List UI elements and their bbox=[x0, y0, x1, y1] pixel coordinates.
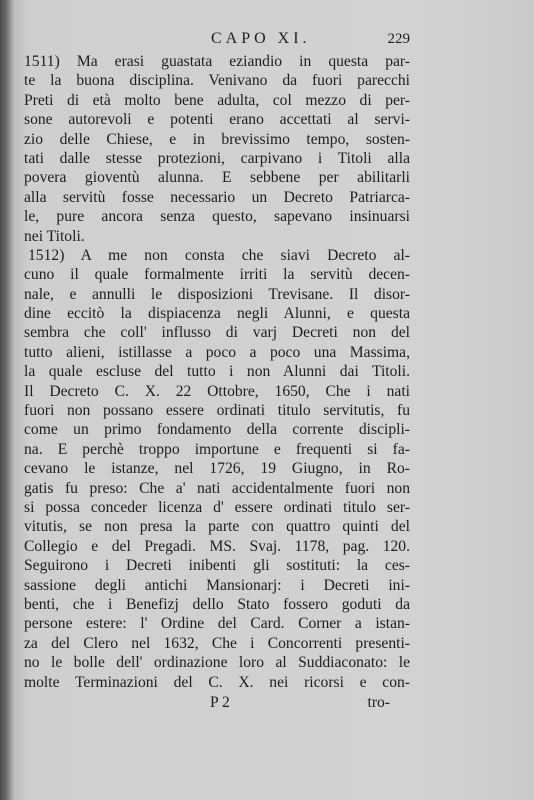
text-line: gatis fu preso: Che a' nati accidentalmente fuori non bbox=[24, 479, 410, 497]
text-line: Seguirono i Decreti inibenti gli sostituti: la ces- bbox=[24, 557, 410, 575]
catchword: tro- bbox=[367, 693, 390, 711]
text-block bbox=[24, 30, 410, 712]
text-line: za del Clero nel 1632, Che i Concorrenti presenti- bbox=[24, 634, 410, 652]
text-line: cevano le istanze, nel 1726, 19 Giugno, in Ro- bbox=[24, 460, 410, 478]
text-line: te la buona disciplina. Venivano da fuori parecchi bbox=[24, 72, 410, 90]
text-line: la quale escluse del tutto i non Alunni dai Titoli. bbox=[24, 363, 410, 381]
text-line: fuori non possano essere ordinati titulo servitutis, fu bbox=[24, 402, 410, 420]
text-line: vitutis, se non presa la parte con quattro quinti del bbox=[24, 518, 410, 536]
text-line: come un primo fondamento della corrente discipli- bbox=[24, 421, 410, 439]
text-line: benti, che i Benefizj dello Stato fossero goduti da bbox=[24, 595, 410, 613]
text-line: dine eccitò la dispiacenza negli Alunni, e questa bbox=[24, 305, 410, 323]
text-line: si possa conceder licenza d' essere ordinati titulo ser- bbox=[24, 498, 410, 516]
page-footer bbox=[24, 694, 410, 712]
text-line: no le bolle dell' ordinazione loro al Suddiaconato: le bbox=[24, 654, 410, 672]
text-line: molte Terminazioni del C. X. nei ricorsi e con- bbox=[24, 673, 410, 691]
text-line: tati dalle stesse protezioni, carpivano i Titoli alla bbox=[24, 149, 410, 167]
text-line: Preti di età molto bene adulta, col mezzo di per- bbox=[24, 91, 410, 109]
text-line: cuno il quale formalmente irriti la servitù decen- bbox=[24, 266, 410, 284]
text-line: alla servitù fosse necessario un Decreto Patriarca- bbox=[24, 188, 410, 206]
text-line: 1511) Ma erasi guastata eziandio in questa par- bbox=[24, 53, 410, 70]
page-header bbox=[24, 30, 410, 50]
text-line: povera gioventù alunna. E sebbene per abilitarli bbox=[24, 169, 410, 187]
text-line: tutto alieni, istillasse a poco a poco una Massima, bbox=[24, 343, 410, 361]
text-line: Collegio e del Pregadi. MS. Svaj. 1178, pag. 120. bbox=[24, 537, 410, 555]
body-text bbox=[24, 52, 410, 692]
text-line: 1512) A me non consta che siavi Decreto al- bbox=[28, 246, 410, 264]
text-line: sone autorevoli e potenti erano accettati al servi- bbox=[24, 111, 410, 129]
text-line: sassione degli antichi Mansionarj: i Decreti ini- bbox=[24, 576, 410, 594]
text-line: sembra che coll' influsso di varj Decreti non del bbox=[24, 324, 410, 342]
text-line: zio delle Chiese, e in brevissimo tempo, sosten- bbox=[24, 130, 410, 148]
text-line: persone estere: l' Ordine del Card. Corner a istan- bbox=[24, 615, 410, 633]
text-line: le, pure ancora senza questo, sapevano insinuarsi bbox=[24, 208, 410, 226]
page-number: 229 bbox=[387, 31, 410, 47]
text-line: na. E perchè troppo importune e frequenti si fa- bbox=[24, 440, 410, 458]
text-line: nei Titoli. bbox=[24, 227, 85, 245]
signature-mark: P 2 bbox=[210, 693, 230, 711]
text-line: Il Decreto C. X. 22 Ottobre, 1650, Che i nati bbox=[24, 382, 410, 400]
running-head: CAPO XI. bbox=[210, 30, 311, 47]
text-line: nale, e annulli le disposizioni Trevisane. Il disor- bbox=[24, 285, 410, 303]
